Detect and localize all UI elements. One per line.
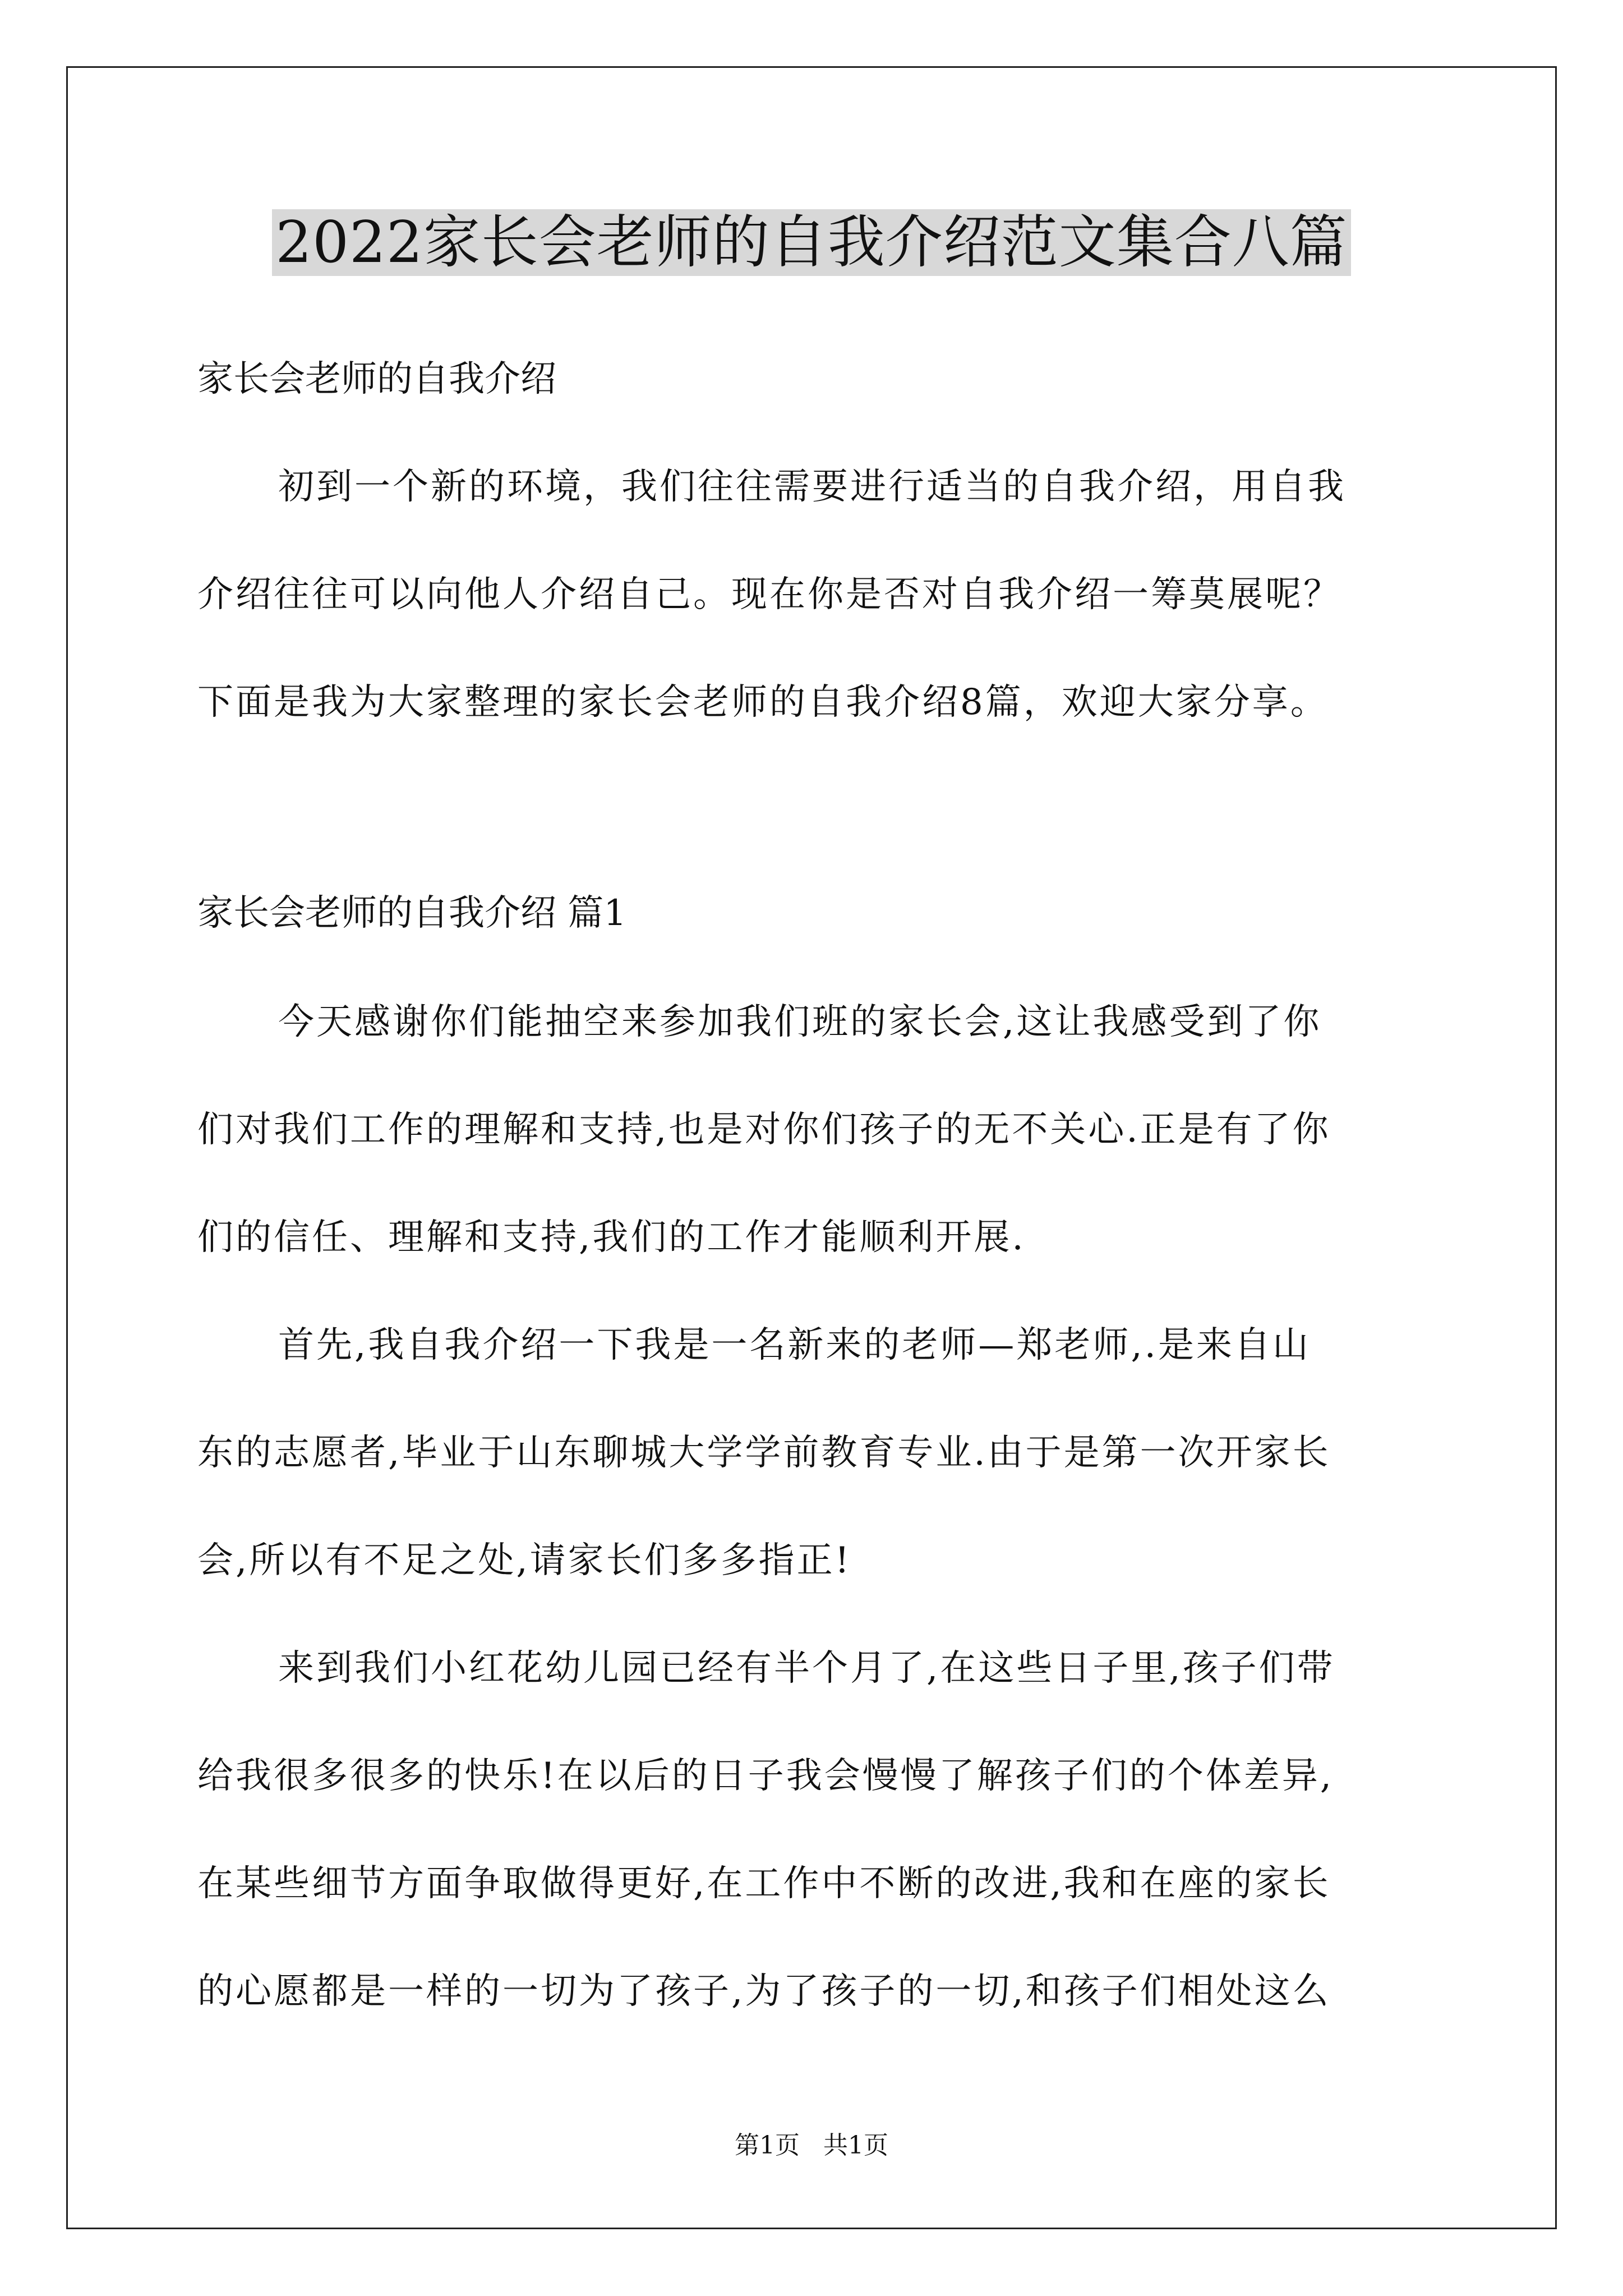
section-1-line-10: 的心愿都是一样的一切为了孩子,为了孩子的一切,和孩子们相处这么 xyxy=(197,1971,1331,2012)
section-1-line-1: 今天感谢你们能抽空来参加我们班的家长会,这让我感受到了你 xyxy=(278,1001,1322,1043)
section-1-line-4: 首先,我自我介绍一下我是一名新来的老师—郑老师,.是来自山 xyxy=(278,1324,1311,1366)
page-footer: 第1页 共1页 xyxy=(735,2131,888,2160)
section-1-line-9: 在某些细节方面争取做得更好,在工作中不断的改进,我和在座的家长 xyxy=(197,1863,1331,1904)
intro-paragraph-line-2: 介绍往往可以向他人介绍自己。现在你是否对自我介绍一筹莫展呢？ xyxy=(197,574,1341,615)
document-title-text: 2022家长会老师的自我介绍范文集合八篇 xyxy=(272,209,1351,276)
section-1-line-2: 们对我们工作的理解和支持,也是对你们孩子的无不关心.正是有了你 xyxy=(197,1109,1331,1151)
section-1-line-7: 来到我们小红花幼儿园已经有半个月了,在这些日子里,孩子们带 xyxy=(278,1648,1335,1689)
intro-paragraph-line-1: 初到一个新的环境，我们往往需要进行适当的自我介绍，用自我 xyxy=(278,466,1346,508)
section-1-line-3: 们的信任、理解和支持,我们的工作才能顺利开展. xyxy=(197,1217,1026,1258)
document-title xyxy=(0,206,1623,279)
section-1-heading: 家长会老师的自我介绍 篇1 xyxy=(197,892,627,934)
section-1-line-8: 给我很多很多的快乐!在以后的日子我会慢慢了解孩子们的个体差异, xyxy=(197,1755,1334,1797)
section-1-line-6: 会,所以有不足之处,请家长们多多指正! xyxy=(197,1540,852,1581)
intro-heading: 家长会老师的自我介绍 xyxy=(197,358,556,400)
intro-paragraph-line-3: 下面是我为大家整理的家长会老师的自我介绍8篇，欢迎大家分享。 xyxy=(197,682,1329,723)
section-1-line-5: 东的志愿者,毕业于山东聊城大学学前教育专业.由于是第一次开家长 xyxy=(197,1432,1331,1474)
